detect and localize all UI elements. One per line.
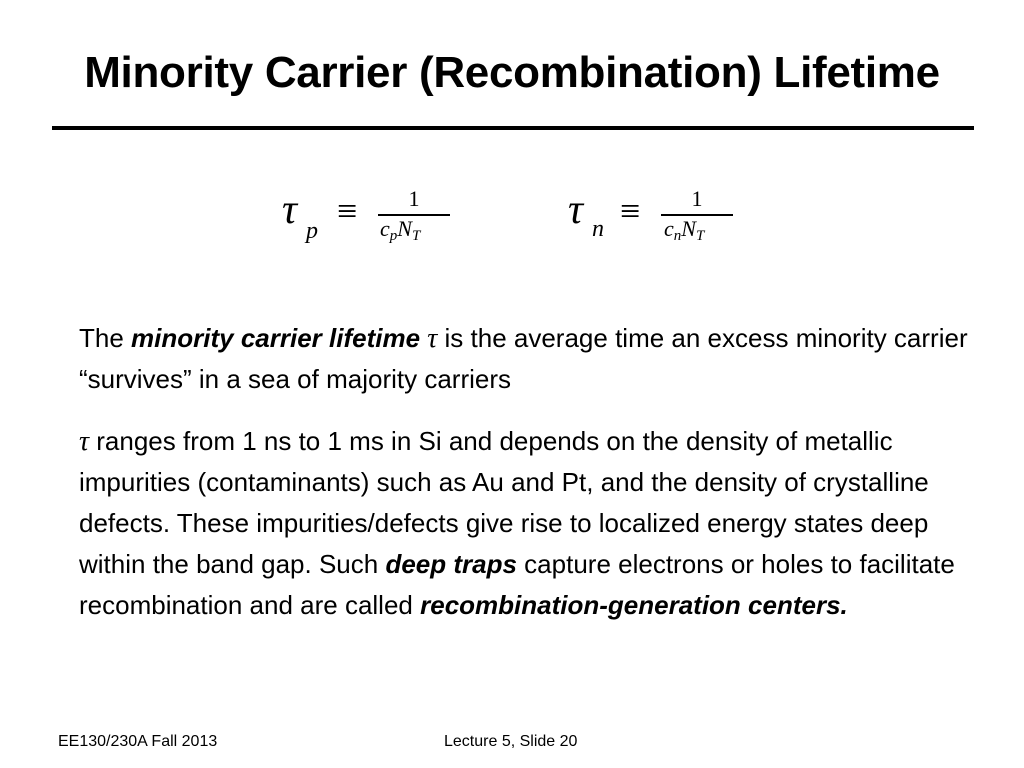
den-c: c: [664, 216, 674, 241]
den-n-sub: T: [411, 228, 421, 244]
den-c-sub: n: [673, 228, 682, 244]
fraction-denominator: [380, 216, 420, 242]
tau-symbol: τ: [568, 187, 584, 233]
den-c-sub: p: [389, 228, 398, 244]
p1-emphasis: minority carrier lifetime: [131, 323, 421, 353]
p2-emphasis-deep-traps: deep traps: [385, 549, 517, 579]
equation-tau-p: [282, 186, 462, 256]
equiv-operator: ≡: [620, 191, 641, 231]
footer-slide-number: Lecture 5, Slide 20: [444, 733, 578, 750]
p1-rest: is the average time an excess minority carrier “survives” in a sea of majority carriers: [79, 323, 968, 394]
den-n: N: [681, 216, 696, 241]
equiv-operator: ≡: [337, 191, 358, 231]
den-c: c: [380, 216, 390, 241]
paragraph-lifetime-range: [79, 421, 979, 626]
title-underline: [52, 126, 974, 130]
den-n-sub: T: [695, 228, 705, 244]
tau-subscript: p: [306, 218, 318, 244]
p2-text2: capture electrons or holes to facilitate recombination and are called: [79, 549, 955, 620]
p2-emphasis-rg-centers: recombination-generation centers.: [420, 590, 848, 620]
slide-title: Minority Carrier (Recombination) Lifetime: [84, 48, 940, 97]
fraction-numerator: 1: [408, 186, 420, 211]
fraction-numerator: 1: [691, 186, 703, 211]
paragraph-lifetime-definition: [79, 318, 979, 400]
tau-symbol: τ: [282, 187, 298, 233]
p2-text1: ranges from 1 ns to 1 ms in Si and depends on the density of metallic impurities (contaminants) such as Au and Pt, and the density of crystalline defects. These impurities/defects give rise to localized energy states deep within the band gap. Such: [79, 426, 929, 579]
tau-symbol: τ: [427, 323, 438, 354]
den-n: N: [397, 216, 412, 241]
equation-tau-n: [568, 186, 748, 256]
fraction-denominator: [664, 216, 704, 242]
p1-prefix: The: [79, 323, 132, 353]
tau-subscript: n: [592, 216, 604, 242]
footer-course: EE130/230A Fall 2013: [58, 733, 218, 750]
tau-symbol: τ: [79, 426, 90, 457]
